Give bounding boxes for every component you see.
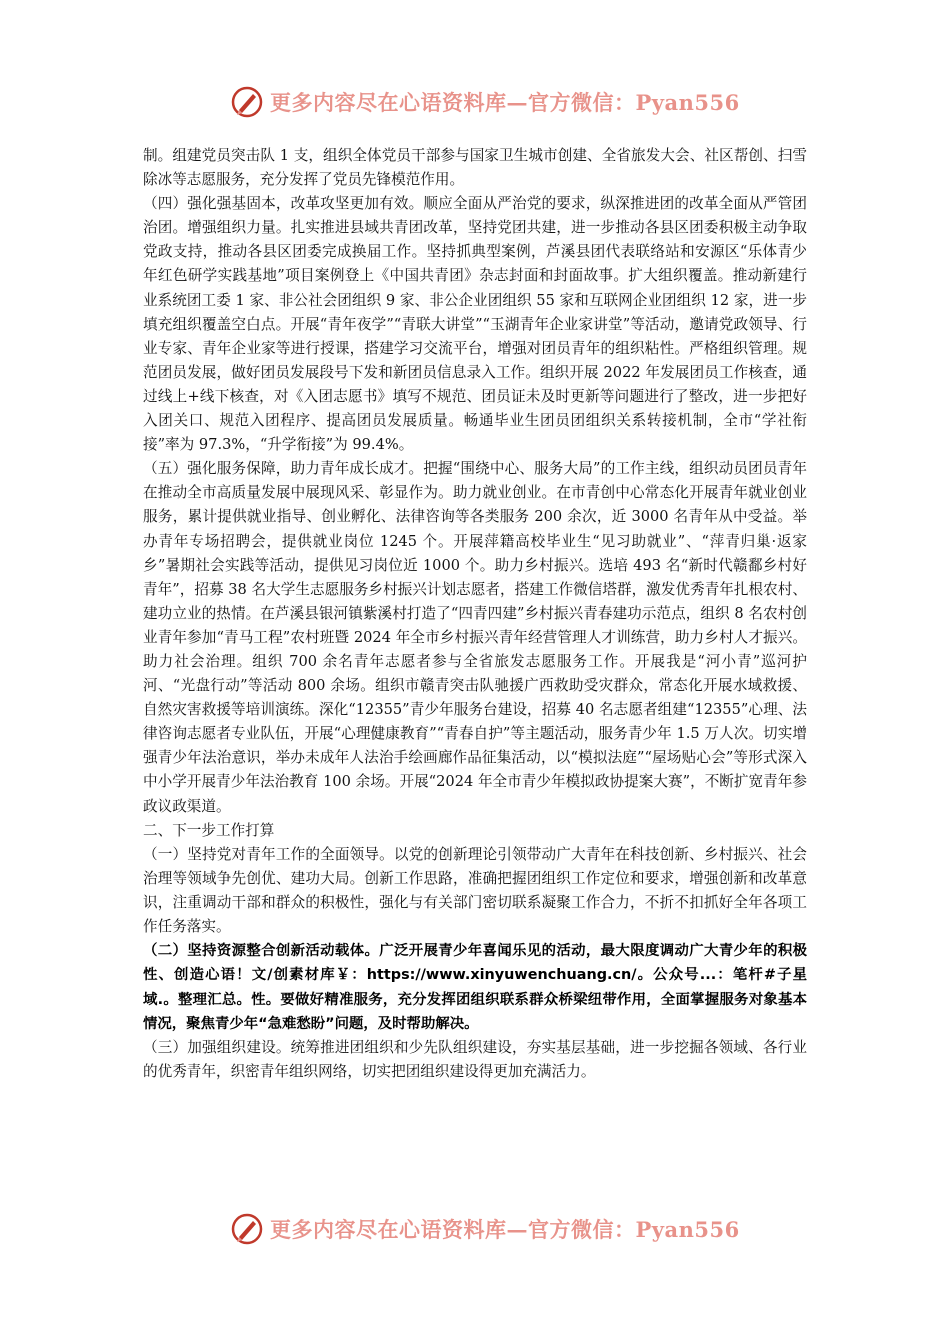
section-heading-next-steps: 二、下一步工作打算 bbox=[143, 821, 275, 839]
pen-logo-icon bbox=[230, 85, 264, 119]
paragraph-party-commando: 制。组建党员突击队 1 支，组织全体党员干部参与国家卫生城市创建、全省旅发大会、社区帮创、扫雪除冰等志愿服务，充分发挥了党员先锋模范作用。 bbox=[143, 147, 807, 189]
footer-banner-text: 更多内容尽在心语资料库—官方微信：Pyan556 bbox=[270, 1217, 740, 1242]
paragraph-resources: （二）坚持资源整合创新活动载体。广泛开展青少年喜闻乐见的活动，最大限度调动广大青少年的积极性、创造心语！文/创素材库￥：https://www.xinyuwenchuang.cn/。公众号...：笔杆#子星域.。整理汇总。性。要做好精准服务，充分发挥团组织联系群众桥梁纽带作用，全面掌握服务对象基本情况，聚焦青少年“急难愁盼”问题，及时帮助解决。 bbox=[143, 943, 807, 1032]
pen-logo-icon bbox=[230, 1212, 264, 1246]
header-banner-text: 更多内容尽在心语资料库—官方微信：Pyan556 bbox=[270, 90, 740, 115]
footer-banner bbox=[230, 1209, 740, 1249]
document-body bbox=[143, 144, 807, 1084]
paragraph-reform: （四）强化强基固本，改革攻坚更加有效。顺应全面从严治党的要求，纵深推进团的改革全面从严管团治团。增强组织力量。扎实推进县域共青团改革，坚持党团共建，进一步推动各县区团委积极主动争取党政支持，推动各县区团委完成换届工作。坚持抓典型案例，芦溪县团代表联络站和安源区“乐体青少年红色研学实践基地”项目案例登上《中国共青团》杂志封面和封面故事。扩大组织覆盖。推动新建行业系统团工委 1 家、非公社会团组织 9 家、非公企业团组织 55 家和互联网企业团组织 12 家，进一步填充组织覆盖空白点。开展“青年夜学”“青联大讲堂”“玉湖青年企业家讲堂”等活动，邀请党政领导、行业专家、青年企业家等进行授课，搭建学习交流平台，增强对团员青年的组织粘性。严格组织管理。规范团员发展，做好团员发展段号下发和新团员信息录入工作。组织开展 2022 年发展团员工作核查，通过线上+线下核查，对《入团志愿书》填写不规范、团员证未及时更新等问题进行了整改，进一步把好入团关口、规范入团程序、提高团员发展质量。畅通毕业生团员团组织关系转接机制，全市“学社衔接”率为 97.3%，“升学衔接”为 99.4%。 bbox=[143, 195, 807, 454]
paragraph-leadership: （一）坚持党对青年工作的全面领导。以党的创新理论引领带动广大青年在科技创新、乡村振兴、社会治理等领域争先创优、建功大局。创新工作思路，准确把握团组织工作定位和要求，增强创新和改革意识，注重调动干部和群众的积极性，强化与有关部门密切联系凝聚工作合力，不折不扣抓好全年各项工作任务落实。 bbox=[143, 845, 807, 935]
header-banner bbox=[230, 82, 740, 122]
paragraph-service: （五）强化服务保障，助力青年成长成才。把握“围绕中心、服务大局”的工作主线，组织动员团员青年在推动全市高质量发展中展现风采、彰显作为。助力就业创业。在市青创中心常态化开展青年就业创业服务，累计提供就业指导、创业孵化、法律咨询等各类服务 200 余次，近 3000 名青年从中受益。举办青年专场招聘会，提供就业岗位 1245 个。开展萍籍高校毕业生“见习助就业”、“萍青归巢·返家乡”暑期社会实践等活动，提供见习岗位近 1000 个。助力乡村振兴。选培 493 名“新时代赣鄱乡村好青年”，招募 38 名大学生志愿服务乡村振兴计划志愿者，搭建工作微信塔群，激发优秀青年扎根农村、建功立业的热情。在芦溪县银河镇紫溪村打造了“四青四建”乡村振兴青春建功示范点，组织 8 名农村创业青年参加“青马工程”农村班暨 2024 年全市乡村振兴青年经营管理人才训练营，助力乡村人才振兴。助力社会治理。组织 700 余名青年志愿者参与全省旅发志愿服务工作。开展我是“河小青”巡河护河、“光盘行动”等活动 800 余场。组织市赣青突击队驰援广西救助受灾群众，常态化开展水域救援、自然灾害救援等培训演练。深化“12355”青少年服务台建设，招募 40 名志愿者组建“12355”心理、法律咨询志愿者专业队伍，开展“心理健康教育”“青春自护”等主题活动，服务青少年 1.5 万人次。切实增强青少年法治意识，举办未成年人法治手绘画廊作品征集活动，以“模拟法庭”“屋场贴心会”等形式深入中小学开展青少年法治教育 100 余场。开展“2024 年全市青少年模拟政协提案大赛”，不断扩宽青年参政议政渠道。 bbox=[143, 460, 807, 815]
paragraph-organization: （三）加强组织建设。统筹推进团组织和少先队组织建设，夯实基层基础，进一步挖掘各领域、各行业的优秀青年，织密青年组织网络，切实把团组织建设得更加充满活力。 bbox=[143, 1039, 807, 1081]
